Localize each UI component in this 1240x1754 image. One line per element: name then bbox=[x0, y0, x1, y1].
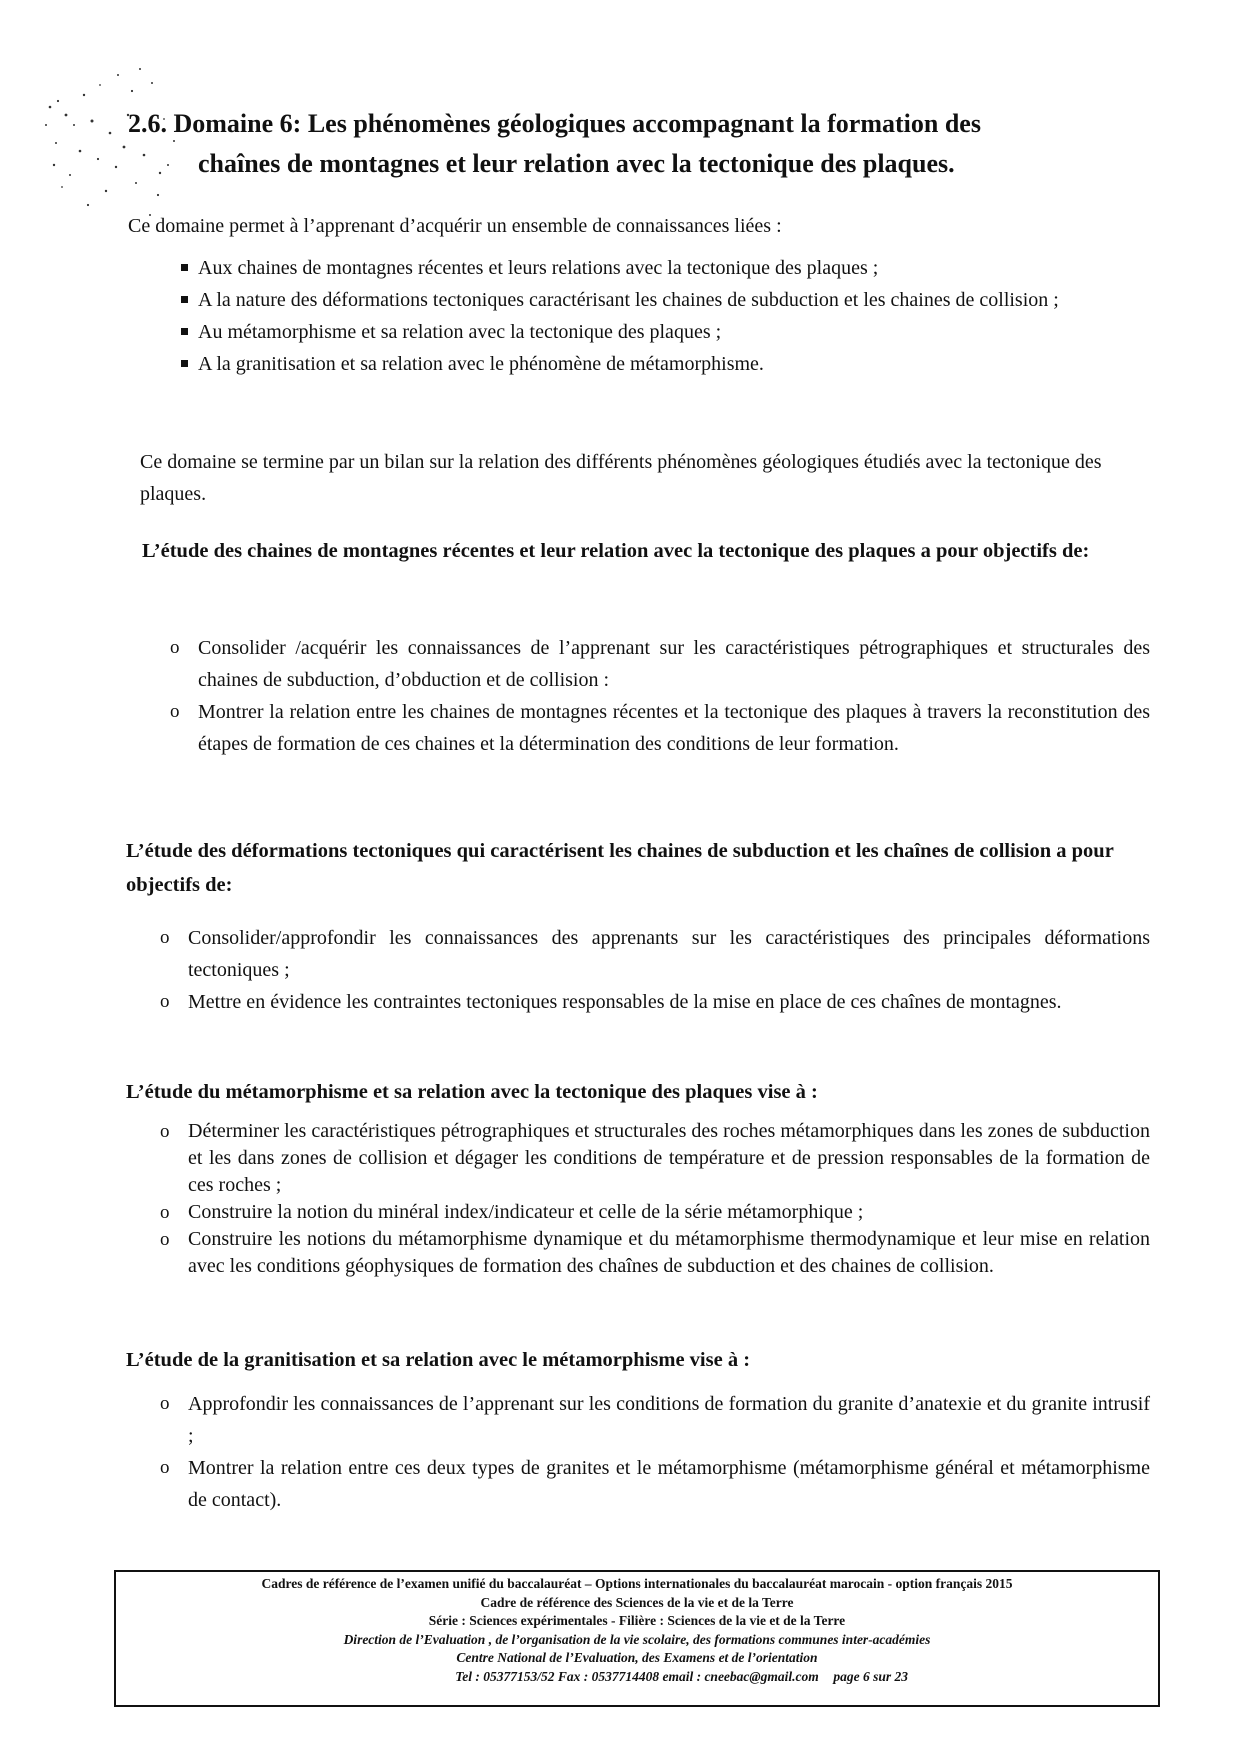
footer-line: Cadres de référence de l’examen unifié du baccalauréat – Options internationales du baccalauréat marocain - option français 2015 bbox=[261, 1576, 1013, 1591]
list-item: A la granitisation et sa relation avec le phénomène de métamorphisme. bbox=[178, 348, 1148, 380]
list-item: o Montrer la relation entre ces deux types de granites et le métamorphisme (métamorphisme général et métamorphisme de contact). bbox=[160, 1452, 1150, 1516]
summary-paragraph: Ce domaine se termine par un bilan sur la relation des différents phénomènes géologiques étudiés avec la tectonique des plaques. bbox=[140, 451, 1102, 505]
objectives-heading-deformations: L’étude des déformations tectoniques qui caractérisent les chaines de subduction et les chaînes de collision a pour objectifs de: bbox=[126, 840, 1114, 896]
footer-line: Centre National de l’Evaluation, des Examens et de l’orientation bbox=[456, 1650, 818, 1666]
list-item: Au métamorphisme et sa relation avec la tectonique des plaques ; bbox=[178, 316, 1148, 348]
objectives-list-metamorphism bbox=[160, 1118, 1150, 1280]
intro-bullet-list bbox=[178, 252, 1148, 380]
section-number: 2.6. bbox=[128, 109, 167, 138]
footer-line: Série : Sciences expérimentales - Filière : Sciences de la vie et de la Terre bbox=[428, 1613, 846, 1629]
section-title bbox=[128, 104, 1158, 184]
list-item: o Mettre en évidence les contraintes tectoniques responsables de la mise en place de ces chaînes de montagnes. bbox=[160, 986, 1150, 1018]
list-item: A la nature des déformations tectoniques caractérisant les chaines de subduction et les chaines de collision ; bbox=[178, 284, 1148, 316]
intro-paragraph: Ce domaine permet à l’apprenant d’acquérir un ensemble de connaissances liées : bbox=[128, 215, 782, 237]
list-item: o Approfondir les connaissances de l’apprenant sur les conditions de formation du granite d’anatexie et du granite intrusif ; bbox=[160, 1388, 1150, 1452]
objectives-heading-mountain-chains: L’étude des chaines de montagnes récentes et leur relation avec la tectonique des plaques a pour objectifs de: bbox=[142, 540, 1090, 562]
list-item: o Consolider/approfondir les connaissances des apprenants sur les caractéristiques des principales déformations tectoniques ; bbox=[160, 922, 1150, 986]
page-footer bbox=[114, 1570, 1160, 1707]
list-item: o Déterminer les caractéristiques pétrographiques et structurales des roches métamorphiques dans les zones de subduction et les dans zones de collision et dégager les conditions de température et de pression responsables de la formation de ces roches ; bbox=[160, 1118, 1150, 1199]
objectives-heading-metamorphism: L’étude du métamorphisme et sa relation avec la tectonique des plaques vise à : bbox=[126, 1081, 818, 1103]
objectives-heading-granitisation: L’étude de la granitisation et sa relation avec le métamorphisme vise à : bbox=[126, 1349, 751, 1371]
list-item: Aux chaines de montagnes récentes et leurs relations avec la tectonique des plaques ; bbox=[178, 252, 1148, 284]
objectives-list-mountain-chains bbox=[170, 632, 1150, 760]
list-item: o Consolider /acquérir les connaissances de l’apprenant sur les caractéristiques pétrographiques et structurales des chaines de subduction, d’obduction et de collision : bbox=[170, 632, 1150, 696]
objectives-list-deformations bbox=[160, 922, 1150, 1018]
footer-contact: Tel : 05377153/52 Fax : 0537714408 email : cneebac@gmail.com bbox=[455, 1668, 819, 1684]
footer-contact-row bbox=[116, 1668, 1158, 1687]
objectives-list-granitisation bbox=[160, 1388, 1150, 1516]
list-item: o Construire les notions du métamorphisme dynamique et du métamorphisme thermodynamique et leur mise en relation avec les conditions géophysiques de formation des chaînes de subduction et des chaines de collision. bbox=[160, 1226, 1150, 1280]
page-number: page 6 sur 23 bbox=[833, 1668, 908, 1684]
footer-line: Cadre de référence des Sciences de la vie et de la Terre bbox=[480, 1594, 794, 1610]
section-title-line-1: 2.6. Domaine 6: Les phénomènes géologiques accompagnant la formation des bbox=[128, 109, 981, 138]
list-item: o Montrer la relation entre les chaines de montagnes récentes et la tectonique des plaques à travers la reconstitution des étapes de formation de ces chaines et la détermination des conditions de leur formation. bbox=[170, 696, 1150, 760]
section-title-line-2: chaînes de montagnes et leur relation avec la tectonique des plaques. bbox=[198, 149, 955, 178]
footer-line: Direction de l’Evaluation , de l’organisation de la vie scolaire, des formations communes inter-académies bbox=[343, 1631, 931, 1647]
list-item: o Construire la notion du minéral index/indicateur et celle de la série métamorphique ; bbox=[160, 1199, 1150, 1226]
